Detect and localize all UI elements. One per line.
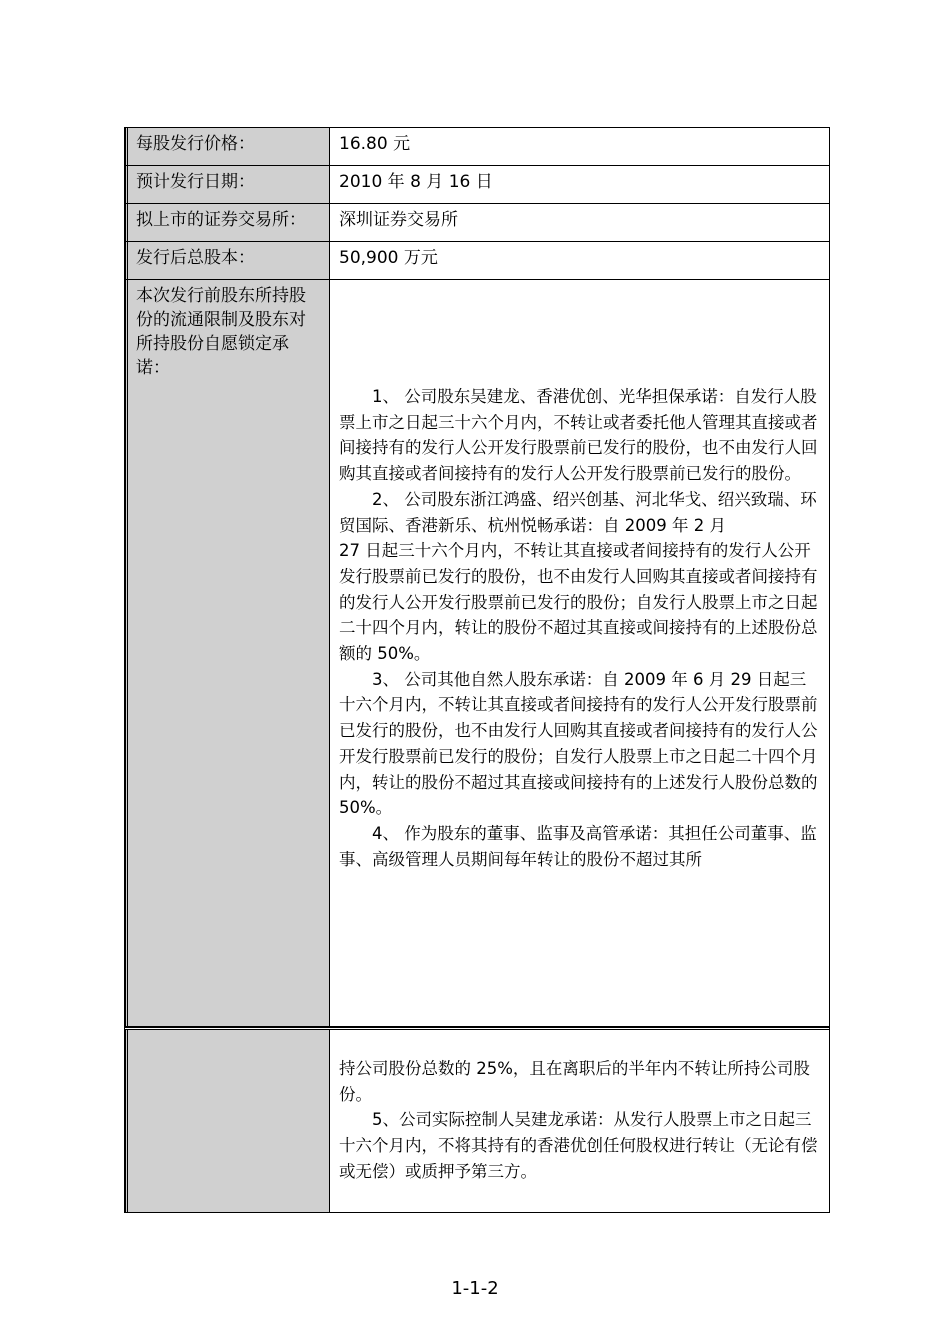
table-row xyxy=(124,241,830,279)
lockup-commitments-continued xyxy=(329,1030,829,1212)
commitment-paragraph: 4、 作为股东的董事、监事及高管承诺：其担任公司董事、监事、高级管理人员期间每年转让的股份不超过其所 xyxy=(339,823,817,869)
table-row xyxy=(124,127,830,165)
commitment-paragraph: 持公司股份总数的 25%，且在离职后的半年内不转让所持公司股份。 xyxy=(339,1059,810,1104)
offering-table xyxy=(124,127,830,1213)
issue-date-label: 预计发行日期： xyxy=(125,166,329,203)
lockup-label: 本次发行前股东所持股份的流通限制及股东对所持股份自愿锁定承诺： xyxy=(125,280,329,1026)
issue-price-value: 16.80 元 xyxy=(329,128,829,165)
lockup-label-continued xyxy=(125,1030,329,1212)
total-shares-label: 发行后总股本： xyxy=(125,242,329,279)
table-row xyxy=(124,279,830,1026)
page-number: 1-1-2 xyxy=(451,1278,499,1299)
total-shares-value: 50,900 万元 xyxy=(329,242,829,279)
commitment-paragraph: 1、 公司股东吴建龙、香港优创、光华担保承诺：自发行人股票上市之日起三十六个月内，不转让或者委托他人管理其直接或者间接持有的发行人公开发行股票前已发行的股份，也不由发行人回购其直接或者间接持有的发行人公开发行股票前已发行的股份。 xyxy=(339,387,818,484)
commitment-paragraph: 3、 公司其他自然人股东承诺：自 2009 年 6 月 29 日起三十六个月内，不转让其直接或者间接持有的发行人公开发行股票前已发行的股份，也不由发行人回购其直接或者间接持有的发行人公开发行股票前已发行的股份；自发行人股票上市之日起二十四个月内，转让的股份不超过其直接或间接持有的上述发行人股份总数的 50%。 xyxy=(339,669,818,818)
lockup-commitments xyxy=(329,280,829,1026)
issue-date-value: 2010 年 8 月 16 日 xyxy=(329,166,829,203)
commitment-paragraph: 27 日起三十六个月内，不转让其直接或者间接持有的发行人公开发行股票前已发行的股份，也不由发行人回购其直接或者间接持有的发行人公开发行股票前已发行的股份；自发行人股票上市之日起二十四个月内，转让的股份不超过其直接或间接持有的上述股份总额的 50%。 xyxy=(339,541,818,664)
commitment-paragraph: 2、 公司股东浙江鸿盛、绍兴创基、河北华戈、绍兴致瑞、环贸国际、香港新乐、杭州悦畅承诺：自 2009 年 2 月 xyxy=(339,489,817,535)
table-row xyxy=(124,165,830,203)
table-row xyxy=(124,203,830,241)
commitment-paragraph: 5、公司实际控制人吴建龙承诺：从发行人股票上市之日起三十六个月内，不将其持有的香港优创任何股权进行转让（无论有偿或无偿）或质押予第三方。 xyxy=(339,1110,818,1181)
issue-price-label: 每股发行价格： xyxy=(125,128,329,165)
exchange-label: 拟上市的证券交易所： xyxy=(125,204,329,241)
table-row xyxy=(124,1030,830,1213)
exchange-value: 深圳证券交易所 xyxy=(329,204,829,241)
